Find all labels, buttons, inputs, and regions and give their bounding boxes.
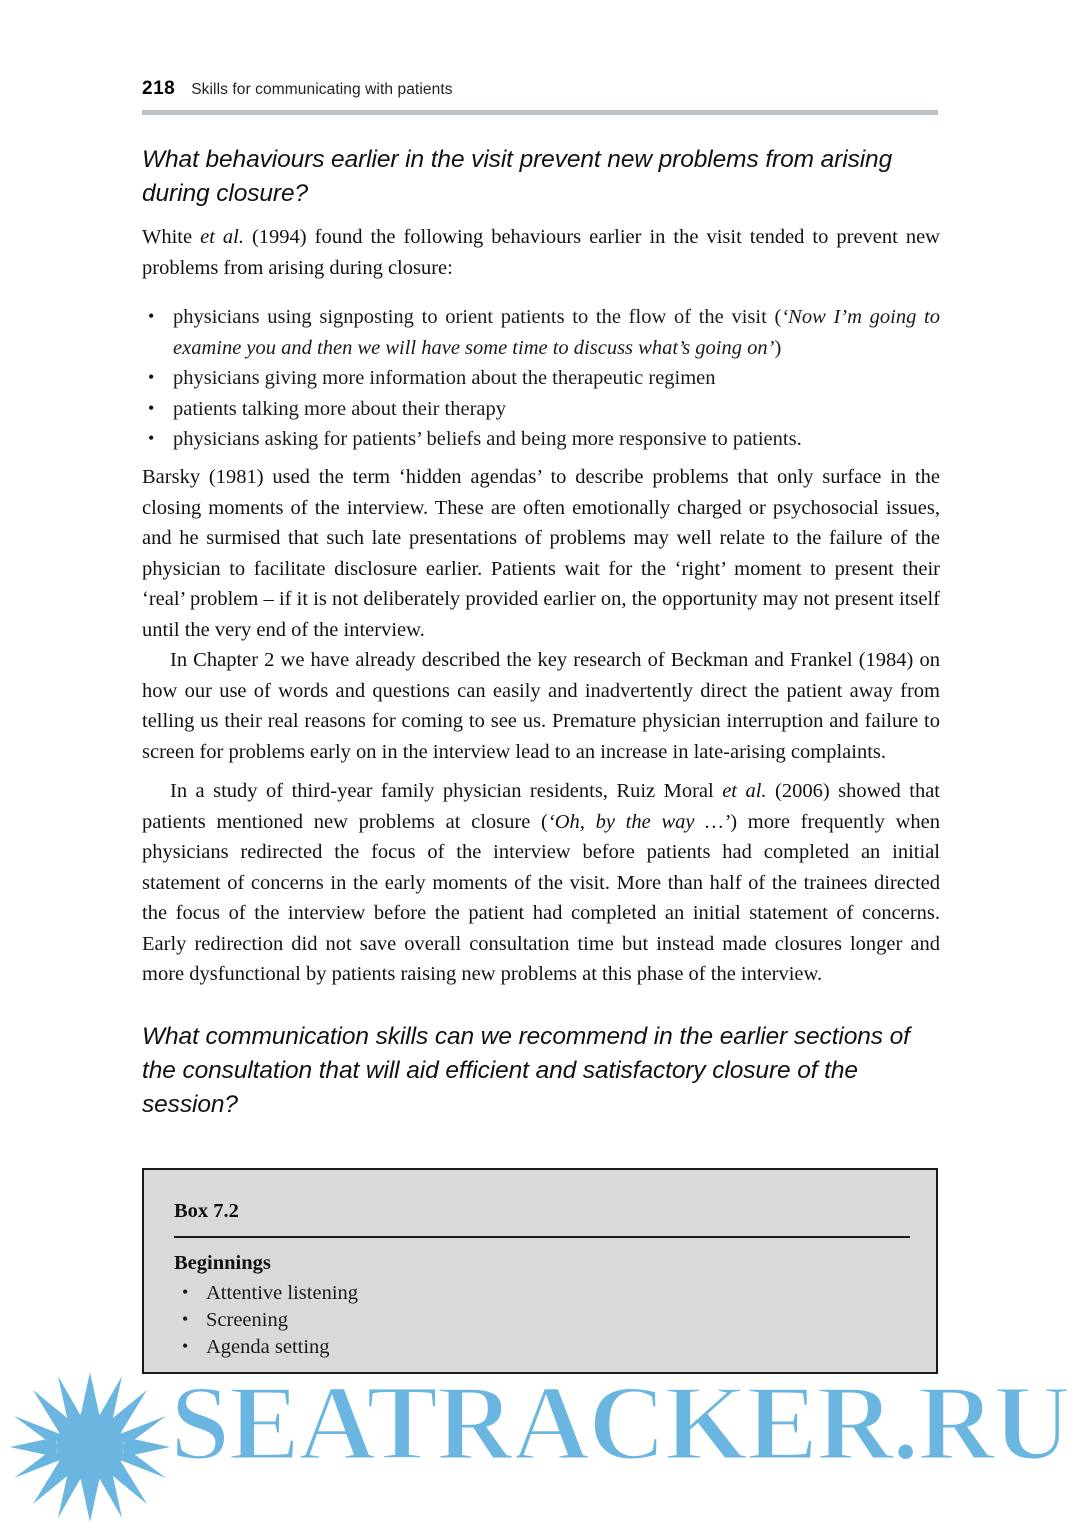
box-subheading: Beginnings: [174, 1252, 271, 1274]
header-rule: [142, 110, 938, 115]
watermark-text: SEATRACKER.RU: [170, 1364, 1070, 1483]
list-item: • Screening: [174, 1307, 358, 1334]
list-item: • physicians giving more information about the therapeutic regimen: [142, 363, 940, 394]
box-7-2: [142, 1168, 938, 1374]
list-item: • physicians asking for patients’ beliefs and being more responsive to patients.: [142, 424, 940, 455]
list-item: • Attentive listening: [174, 1280, 358, 1307]
paragraph-ruiz-moral: In a study of third-year family physician residents, Ruiz Moral et al. (2006) showed that patients mentioned new problems at closure (‘Oh, by the way …’) more frequently when physicians redirected the focus of the interview before patients had completed an initial statement of concerns in the early moments of the visit. More than half of the trainees directed the focus of the interview before the patient had completed an initial statement of concerns. Early redirection did not save overall consultation time but instead made closures longer and more dysfunctional by patients raising new problems at this phase of the interview.: [142, 780, 941, 985]
box-list: [174, 1280, 358, 1361]
behaviour-bullet-list: [142, 302, 940, 455]
watermark: [0, 1358, 1080, 1534]
running-head: [142, 78, 938, 100]
list-item: • physicians using signposting to orient patients to the flow of the visit (‘Now I’m going to examine you and then we will have some time to discuss what’s going on’): [142, 302, 940, 363]
section-heading-1: What behaviours earlier in the visit prevent new problems from arising during closure?: [142, 146, 893, 207]
box-divider: [174, 1236, 910, 1238]
paragraph-intro: White et al. (1994) found the following behaviours earlier in the visit tended to prevent new problems from arising during closure:: [142, 226, 940, 279]
box-title: Box 7.2: [174, 1200, 239, 1222]
sun-burst-icon: [10, 1372, 170, 1522]
paragraph-chapter-two: In Chapter 2 we have already described the key research of Beckman and Frankel (1984) on how our use of words and questions can easily and inadvertently direct the patient away from telling us their real reasons for coming to see us. Premature physician interruption and failure to screen for problems early on in the interview lead to an increase in late-arising complaints.: [142, 649, 940, 763]
page-number: 218: [142, 78, 176, 99]
paragraph-barsky: Barsky (1981) used the term ‘hidden agendas’ to describe problems that only surface in the closing moments of the interview. These are often emotionally charged or psychosocial issues, and he surmised that such late presentations of problems may well relate to the failure of the physician to facilitate disclosure earlier. Patients wait for the ‘right’ moment to present their ‘real’ problem – if it is not deliberately provided earlier on, the opportunity may not present itself until the very end of the interview.: [142, 466, 940, 641]
list-item: • Agenda setting: [174, 1334, 358, 1361]
section-heading-2: What communication skills can we recommend in the earlier sections of the consultation that will aid efficient and satisfactory closure of the session?: [142, 1023, 910, 1118]
running-head-title: Skills for communicating with patients: [191, 81, 453, 98]
list-item: • patients talking more about their therapy: [142, 394, 940, 425]
